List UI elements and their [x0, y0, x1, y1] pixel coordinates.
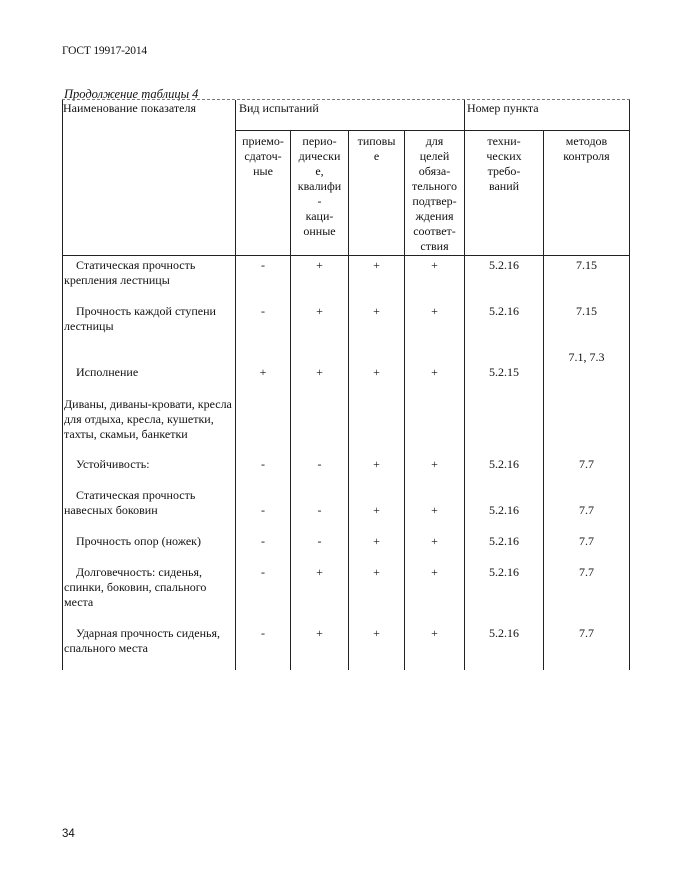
table-cell-control-methods: 7.7: [579, 626, 594, 640]
sub-header-control-methods: методов контроля: [563, 134, 610, 163]
table-cell-type: +: [373, 565, 380, 579]
table-cell-acceptance: -: [261, 503, 265, 517]
table-cell-conformity: +: [431, 365, 438, 379]
table-cell-conformity: +: [431, 258, 438, 272]
table-cell-acceptance: +: [259, 365, 267, 379]
table-row-name: Прочность опор (ножек): [64, 534, 201, 548]
table-row-name: Долговечность: сиденья, спинки, боковин, спального места: [64, 565, 210, 609]
table-cell-acceptance: -: [261, 304, 265, 318]
table-cell-conformity: +: [431, 626, 438, 640]
table-caption: Продолжение таблицы 4: [64, 87, 199, 101]
table-cell-conformity: +: [431, 565, 438, 579]
table-cell-periodic: +: [316, 626, 323, 640]
table-row-name: Прочность каждой ступени лестницы: [64, 304, 219, 333]
table-row-name: Исполнение: [64, 365, 139, 379]
table-cell-tech-req: 5.2.16: [489, 565, 519, 579]
sub-header-type: типовы е: [357, 134, 396, 163]
table-cell-type: +: [373, 457, 380, 471]
table-cell-acceptance: -: [261, 258, 265, 272]
table-cell-acceptance: -: [261, 626, 265, 640]
table-cell-tech-req: 5.2.16: [489, 457, 519, 471]
table-cell-type: +: [373, 503, 380, 517]
table-cell-acceptance: -: [261, 457, 265, 471]
sub-header-conformity: для целей обяза- тельного подтвер- ждения соответ- ствия: [411, 134, 458, 253]
table-cell-control-methods: 7.7: [579, 565, 594, 579]
table-group-heading: Диваны, диваны-кровати, кресла для отдыха, кресла, кушетки, тахты, скамьи, банкетки: [64, 397, 232, 441]
table-cell-periodic: -: [317, 457, 322, 471]
table-cell-control-methods: 7.7: [579, 457, 594, 471]
column-header-test-type: Вид испытаний: [239, 101, 319, 115]
table-cell-periodic: +: [316, 304, 323, 318]
table-cell-control-methods: 7.15: [576, 258, 597, 272]
table-cell-tech-req: 5.2.16: [489, 503, 519, 517]
sub-header-periodic: перио- дически е, квалифи - каци- онные: [297, 134, 342, 238]
table-row-name: Статическая прочность навесных боковин: [64, 488, 199, 517]
page-number: 34: [62, 828, 75, 840]
table-cell-conformity: +: [431, 457, 438, 471]
column-header-clause-no: Номер пункта: [467, 101, 539, 115]
table-cell-control-methods: 7.15: [576, 304, 597, 318]
table-cell-type: +: [373, 304, 380, 318]
table-cell-periodic: +: [316, 258, 323, 272]
table-cell-conformity: +: [431, 503, 438, 517]
table-cell-tech-req: 5.2.16: [489, 534, 519, 548]
column-header-name: Наименование показателя: [63, 101, 196, 115]
table-cell-type: +: [373, 534, 380, 548]
table-cell-acceptance: -: [261, 565, 265, 579]
table-cell-conformity: +: [431, 534, 438, 548]
table-cell-conformity: +: [431, 304, 438, 318]
table-cell-tech-req: 5.2.16: [489, 626, 519, 640]
table-cell-tech-req: 5.2.16: [489, 304, 519, 318]
table-row-name: Статическая прочность крепления лестницы: [64, 258, 199, 287]
table-cell-periodic: +: [316, 565, 323, 579]
table-cell-periodic: -: [317, 534, 322, 548]
table-cell-periodic: +: [316, 365, 323, 379]
table-row-name: Устойчивость:: [64, 457, 150, 471]
table-cell-type: +: [373, 365, 380, 379]
table-cell-control-methods: 7.7: [579, 534, 594, 548]
document-header: ГОСТ 19917-2014: [62, 45, 147, 57]
table-cell-control-methods: 7.7: [579, 503, 594, 517]
sub-header-tech-req: техни- ческих требо- ваний: [486, 134, 522, 193]
table-cell-tech-req: 5.2.15: [489, 365, 519, 379]
table-cell-control-methods: 7.1, 7.3: [568, 350, 605, 364]
table-cell-acceptance: -: [261, 534, 265, 548]
table-cell-type: +: [373, 626, 380, 640]
table-cell-type: +: [373, 258, 380, 272]
sub-header-acceptance: приемо- сдаточ- ные: [242, 134, 284, 178]
table-row-name: Ударная прочность сиденья, спального места: [64, 626, 224, 655]
table-cell-tech-req: 5.2.16: [489, 258, 519, 272]
table-cell-periodic: -: [317, 503, 322, 517]
